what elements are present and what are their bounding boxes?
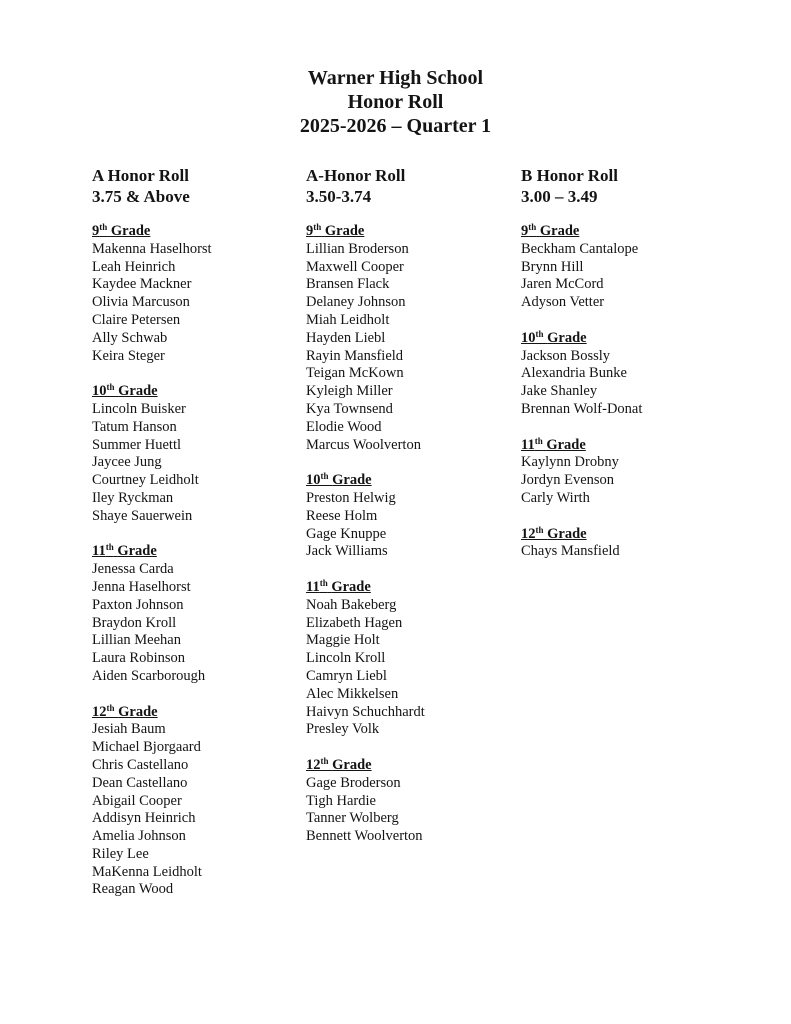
student-name: Braydon Kroll [92,614,177,631]
student-name: Lincoln Kroll [306,650,386,667]
student-name: Abigail Cooper [92,792,182,809]
student-name: Tatum Hanson [92,418,177,435]
grade-word: Grade [331,578,371,595]
student-name: Alec Mikkelsen [306,685,399,702]
student-name: Hayden Liebl [306,329,386,346]
student-name: Rayin Mansfield [306,347,404,364]
grade-word: Grade [118,383,158,400]
school-name: Warner High School [307,67,484,89]
grade-ordinal-suffix: th [535,524,544,535]
student-name: Alexandria Bunke [521,365,627,382]
document-title: Honor Roll [347,91,444,113]
grade-heading [521,526,736,544]
student-name: Jesiah Baum [92,721,166,738]
grade-number: 9 [306,223,314,239]
grade-ordinal-suffix: th [106,382,115,393]
student-name: Jaren McCord [521,276,604,293]
student-name: Bennett Woolverton [306,828,423,845]
student-name: Summer Huettl [92,436,182,453]
student-name: Ally Schwab [92,329,168,346]
student-name: Addisyn Heinrich [92,810,196,827]
student-name: Reese Holm [306,507,378,524]
grade-number: 11 [306,578,320,595]
grade-heading [521,330,736,348]
grade-heading [92,704,307,722]
student-name: Olivia Marcuson [92,294,190,311]
grade-number: 12 [521,525,536,542]
student-name: Presley Volk [306,721,380,738]
grade-word: Grade [332,472,372,489]
student-name: Jack Williams [306,543,388,560]
student-name: Chays Mansfield [521,543,620,560]
student-name: Kaylynn Drobny [521,454,619,471]
student-name: Kya Townsend [306,400,393,417]
grade-word: Grade [547,329,587,346]
student-name: Makenna Haselhorst [92,240,212,257]
student-name: Aiden Scarborough [92,667,206,684]
column-b-honor-roll [521,165,736,579]
grade-ordinal-suffix: th [313,222,322,232]
grade-heading [521,437,736,455]
student-name: Kyleigh Miller [306,383,393,400]
grade-section [92,223,307,365]
student-name: Camryn Liebl [306,667,387,684]
grade-ordinal-suffix: th [535,328,544,339]
grade-section [521,526,736,562]
student-name: Keira Steger [92,347,165,364]
grade-section [521,330,736,419]
grade-number: 9 [92,223,100,239]
student-name: Teigan McKown [306,365,404,382]
grade-sections [521,223,736,561]
grade-heading [306,757,521,775]
student-name: Courtney Leidholt [92,472,199,489]
column-title: A Honor Roll [92,166,189,185]
student-name: Miah Leidholt [306,311,390,328]
student-name: Brennan Wolf-Donat [521,400,643,417]
student-name: Jake Shanley [521,383,598,400]
student-name: Haivyn Schuchhardt [306,703,425,720]
grade-word: Grade [117,543,157,560]
student-name: Reagan Wood [92,881,174,898]
student-name: Kaydee Mackner [92,276,192,293]
student-name: Carly Wirth [521,489,590,506]
grade-number: 10 [306,472,321,489]
grade-ordinal-suffix: th [99,222,108,232]
grade-word: Grade [332,756,372,773]
grade-sections [92,223,307,899]
student-name: Maxwell Cooper [306,258,404,275]
student-name: Gage Knuppe [306,525,387,542]
grade-ordinal-suffix: th [534,435,543,446]
student-name: Lincoln Buisker [92,400,186,417]
student-name: Beckham Cantalope [521,240,639,257]
student-name: Claire Petersen [92,311,181,328]
grade-number: 12 [306,756,321,773]
student-name: Brynn Hill [521,258,584,275]
student-name: Chris Castellano [92,756,189,773]
grade-number: 11 [92,543,106,560]
student-name: Lillian Meehan [92,632,181,649]
grade-section [92,543,307,685]
student-name: Jaycee Jung [92,454,162,471]
student-name: Elodie Wood [306,418,382,435]
grade-section [306,757,521,846]
column-title: B Honor Roll [521,166,618,185]
grade-word: Grade [110,223,151,239]
student-name: Delaney Johnson [306,294,406,311]
grade-word: Grade [546,436,586,453]
grade-word: Grade [539,223,580,239]
gpa-range: 3.00 – 3.49 [521,187,598,206]
student-name: Paxton Johnson [92,596,184,613]
grade-heading [92,223,307,241]
student-name: Michael Bjorgaard [92,739,201,756]
student-name: Jackson Bossly [521,347,611,364]
grade-heading [306,223,521,241]
grade-ordinal-suffix: th [106,702,115,713]
student-name: Shaye Sauerwein [92,507,193,524]
grade-number: 10 [521,329,536,346]
grade-number: 12 [92,703,107,720]
student-name: Iley Ryckman [92,489,174,506]
student-name: Leah Heinrich [92,258,176,275]
column-a-minus-honor-roll [306,165,521,864]
student-name: Jordyn Evenson [521,472,615,489]
grade-heading [92,383,307,401]
student-name: Amelia Johnson [92,828,186,845]
grade-heading [306,579,521,597]
grade-heading [306,472,521,490]
grade-section [521,437,736,508]
grade-heading [92,543,307,561]
column-title: A-Honor Roll [306,166,406,185]
document-header [0,66,791,138]
student-name: MaKenna Leidholt [92,863,202,880]
grade-ordinal-suffix: th [320,471,329,482]
grade-number: 10 [92,383,107,400]
grade-section [306,223,521,454]
grade-number: 11 [521,436,535,453]
student-name: Lillian Broderson [306,240,409,257]
grade-word: Grade [547,525,587,542]
grade-heading [521,223,736,241]
grade-section [306,472,521,561]
grade-sections [306,223,521,846]
student-name: Maggie Holt [306,632,380,649]
grade-word: Grade [324,223,365,239]
grade-section [306,579,521,739]
gpa-range: 3.75 & Above [92,187,190,206]
grade-ordinal-suffix: th [320,755,329,766]
student-name: Adyson Vetter [521,294,605,311]
grade-ordinal-suffix: th [528,222,537,232]
column-a-honor-roll [92,165,307,917]
student-name: Preston Helwig [306,489,396,506]
student-name: Laura Robinson [92,650,186,667]
grade-ordinal-suffix: th [319,577,328,588]
grade-section [92,383,307,525]
grade-section [92,704,307,900]
grade-section [521,223,736,312]
student-name: Elizabeth Hagen [306,614,403,631]
term-label: 2025-2026 – Quarter 1 [299,115,492,137]
student-name: Jenna Haselhorst [92,578,191,595]
student-name: Jenessa Carda [92,561,174,578]
student-name: Bransen Flack [306,276,390,293]
student-name: Riley Lee [92,845,149,862]
gpa-range: 3.50-3.74 [306,187,372,206]
student-name: Tigh Hardie [306,792,376,809]
student-name: Tanner Wolberg [306,810,399,827]
student-name: Dean Castellano [92,774,188,791]
grade-word: Grade [118,703,158,720]
student-name: Gage Broderson [306,774,401,791]
grade-number: 9 [521,223,529,239]
student-name: Noah Bakeberg [306,596,397,613]
student-name: Marcus Woolverton [306,436,421,453]
grade-ordinal-suffix: th [105,542,114,553]
